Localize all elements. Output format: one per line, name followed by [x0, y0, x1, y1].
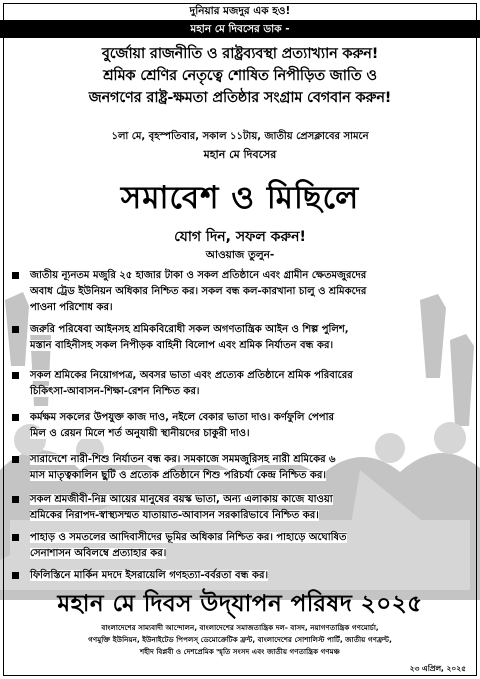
demand-item: জরুরি পরিষেবা আইনসহ শ্রমিকবিরোধী সকল অগণতান্ত্রিক আইন ও শিল্প পুলিশ, মস্তান বাহিনীসহ সকল নিপীড়ক বাহিনী বিলোপ এবং শ্রমিক নির্যাতন বন্ধ কর।	[12, 322, 468, 354]
demand-item: সকল শ্রমিকের নিয়োগপত্র, অবসর ভাতা এবং প্রত্যেক প্রতিষ্ঠানে শ্রমিক পরিবারের চিকিৎসা-আবাসন-শিক্ষা-রেশন নিশ্চিত কর।	[12, 368, 468, 400]
demand-item: পাহাড় ও সমতলের আদিবাসীদের ভূমির অধিকার নিশ্চিত কর। পাহাড়ে অঘোষিত সেনাশাসন অবিলম্বে প্রত্যাহার কর।	[12, 530, 468, 562]
bullet-icon	[12, 534, 19, 541]
event-title: সমাবেশ ও মিছিলে	[120, 180, 360, 216]
bullet-icon	[12, 456, 19, 463]
top-slogan: দুনিয়ার মজদুর এক হও!	[189, 5, 291, 17]
demand-item: সকল শ্রমজীবী-নিম্ন আয়ের মানুষের বয়স্ক ভাতা, অন্য এলাকায় কাজে যাওয়া শ্রমিকের নিরাপদ-স্বাস্থ্যসম্মত যাতায়াত-আবাসন সরকারিভাবে নিশ্চিত কর।	[12, 492, 468, 524]
organizing-council-title: মহান মে দিবস উদ্‌যাপন পরিষদ ২০২৫	[57, 590, 423, 617]
event-occasion: মহান মে দিবসের	[203, 148, 277, 161]
member-organizations-line: শহীদ বিপ্লবী ও দেশপ্রেমিক স্মৃতি সংসদ এবং জাতীয় গণতান্ত্রিক গণমঞ্চ	[140, 647, 340, 656]
bullet-icon	[12, 272, 19, 279]
member-organizations-line: গণমুক্তি ইউনিয়ন, ইউনাইটেড পিপলস্ ডেমোক্রেটিক ফ্রন্ট, বাংলাদেশের সোশালিস্ট পার্টি, জাতীয় গণফ্রন্ট,	[88, 635, 392, 644]
bullet-icon	[12, 326, 19, 333]
demand-item: ফিলিস্তিনে মার্কিন মদদে ইসরায়েলি গণহত্যা-বর্বরতা বন্ধ কর।	[12, 568, 468, 584]
event-subtitle: যোগ দিন, সফল করুন!	[174, 229, 306, 245]
event-details: ১লা মে, বৃহস্পতিবার, সকাল ১১টায়, জাতীয় প্রেসক্লাবের সামনে	[111, 131, 369, 142]
demand-item: জাতীয় ন্যূনতম মজুরি ২৫ হাজার টাকা ও সকল প্রতিষ্ঠানে এবং গ্রামীন ক্ষেতমজুরদের অবাধ ট্রেড ইউনিয়ন অধিকার নিশ্চিত কর। সকল বন্ধ কল-কারখানা চালু ও শ্রমিকদের পাওনা পরিশোধ কর।	[12, 268, 468, 316]
call-to-action: আওয়াজ তুলুন-	[205, 249, 275, 261]
headline-1: বুর্জোয়া রাজনীতি ও রাষ্ট্রব্যবস্থা প্রত্যাখ্যান করুন!	[101, 46, 379, 62]
bullet-icon	[12, 414, 19, 421]
headline-2: শ্রমিক শ্রেণির নেতৃত্বে শোষিত নিপীড়িত জাতি ও	[103, 68, 377, 84]
headline-3: জনগণের রাষ্ট্র-ক্ষমতা প্রতিষ্ঠার সংগ্রাম বেগবান করুন!	[88, 90, 392, 106]
demand-item: কর্মক্ষম সকলের উপযুক্ত কাজ দাও, নইলে বেকার ভাতা দাও। কর্ণফুলি পেপার মিল ও রেয়ন মিলে শর্ত অনুযায়ী স্থানীয়দের চাকুরী দাও।	[12, 410, 468, 442]
bullet-icon	[12, 372, 19, 379]
member-organizations-line: বাংলাদেশের সাম্যবাদী আন্দোলন, বাংলাদেশের সমাজতান্ত্রিক দল- বাসদ, নয়াগণতান্ত্রিক গণমোর্চা,	[101, 623, 379, 632]
demand-item: সারাদেশে নারী-শিশু নির্যাতন বন্ধ কর। সমকাজে সমমজুরিসহ নারী শ্রমিকের ৬ মাস মাতৃত্বকালিন ছুটি ও প্রত্যেক প্রতিষ্ঠানে শিশু পরিচর্যা কেন্দ্র নিশ্চিত কর।	[12, 452, 468, 484]
bullet-icon	[12, 496, 19, 503]
header-banner: মহান মে দিবসের ডাক -	[0, 20, 480, 38]
issue-date: ২৩ এপ্রিল, ২০২৫	[409, 664, 466, 673]
bullet-icon	[12, 572, 19, 579]
